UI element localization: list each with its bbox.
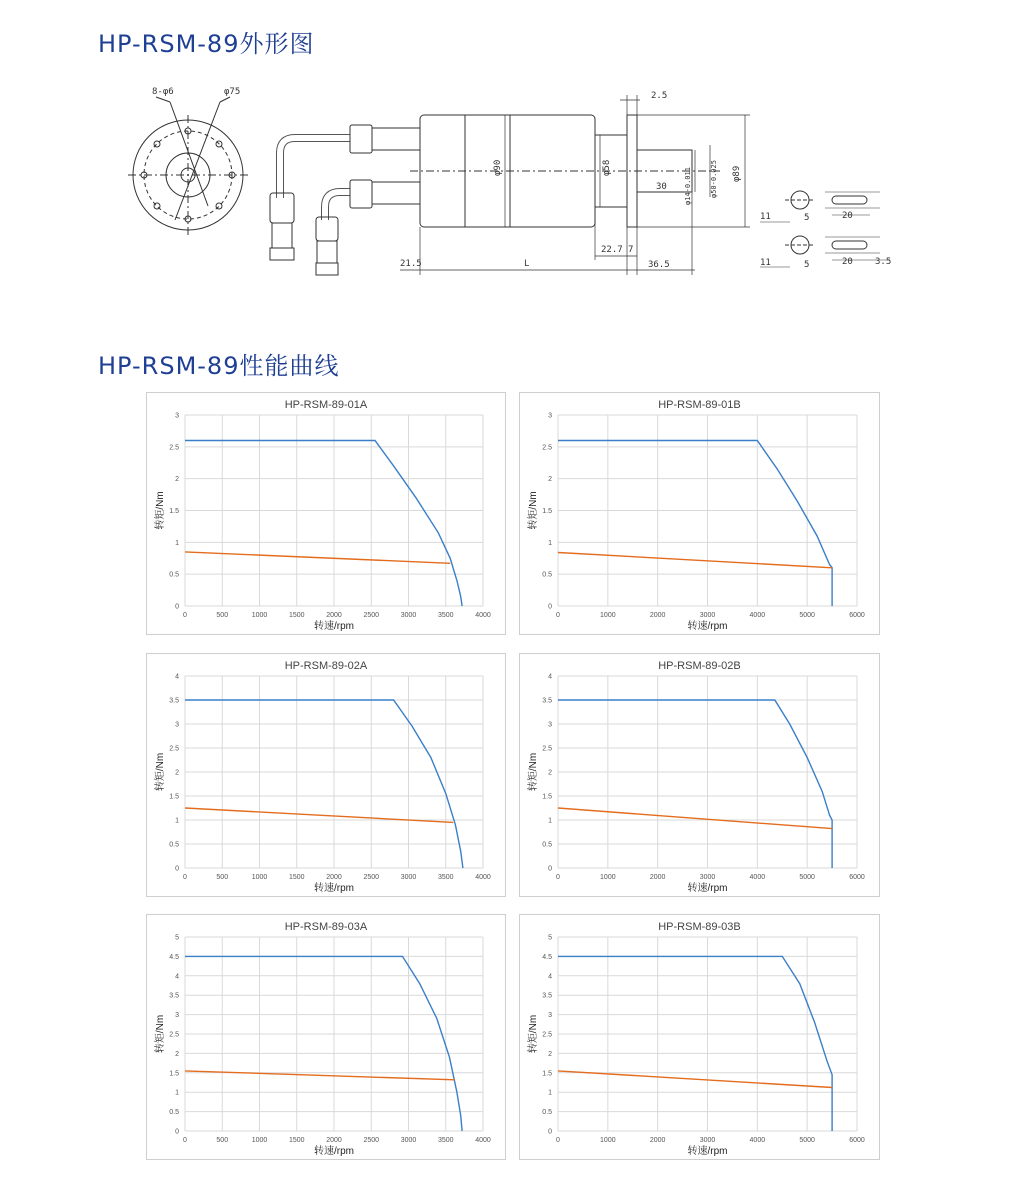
chart-02a [147, 654, 505, 896]
x-tick-label: 5000 [799, 1137, 815, 1144]
x-tick-label: 5000 [799, 874, 815, 881]
y-tick-label: 4 [548, 973, 552, 981]
x-axis-label: 转速/rpm [687, 621, 728, 632]
connector-head [270, 248, 294, 260]
key-dim-3-5: 3.5 [875, 257, 892, 267]
dim-flange-dia: φ89 [732, 165, 742, 182]
y-tick-label: 1.5 [169, 508, 179, 515]
y-tick-label: 4 [548, 673, 552, 681]
y-tick-label: 2 [548, 769, 552, 777]
y-tick-label: 5 [175, 934, 179, 942]
dim-30: 30 [656, 182, 667, 192]
x-tick-label: 0 [556, 874, 560, 881]
y-tick-label: 1.5 [542, 508, 552, 515]
y-tick-label: 3 [548, 1012, 552, 1020]
dim-pcd: φ75 [224, 87, 241, 97]
y-tick-label: 3 [175, 1012, 179, 1020]
rated-torque-line [558, 553, 832, 568]
y-tick-label: 2 [175, 769, 179, 777]
y-tick-label: 4 [175, 673, 179, 681]
keyway-details [760, 191, 890, 267]
y-tick-label: 4.5 [542, 953, 552, 961]
chart-title: HP-RSM-89-01A [284, 399, 368, 411]
y-tick-label: 2 [175, 476, 179, 484]
x-tick-label: 6000 [849, 612, 865, 619]
y-tick-label: 0.5 [169, 841, 179, 849]
x-axis-label: 转速/rpm [687, 883, 728, 894]
y-axis-label: 转矩/Nm [528, 752, 539, 792]
y-tick-label: 1.5 [542, 793, 552, 801]
dim-7: 7 [628, 245, 634, 255]
dim-pilot-dia: φ58 [602, 159, 612, 176]
x-tick-label: 3500 [437, 612, 454, 619]
x-tick-label: 1000 [251, 1137, 268, 1144]
y-tick-label: 1 [175, 1089, 179, 1097]
y-tick-label: 1 [175, 817, 179, 825]
y-tick-label: 1 [548, 817, 552, 825]
y-tick-label: 4 [175, 973, 179, 981]
x-tick-label: 2000 [326, 874, 342, 881]
x-tick-label: 0 [183, 612, 187, 619]
gland-body [372, 182, 420, 204]
x-tick-label: 3000 [400, 612, 417, 619]
y-tick-label: 1 [548, 1089, 552, 1097]
y-tick-label: 1.5 [169, 1070, 179, 1078]
leader-line [175, 102, 220, 220]
key-dim-11a: 11 [760, 212, 771, 222]
chart-02b [520, 654, 879, 896]
bolt-hole [154, 141, 160, 147]
connector-sleeve [272, 223, 292, 248]
key-dim-20a: 20 [842, 211, 853, 221]
x-tick-label: 2500 [363, 612, 380, 619]
y-tick-label: 2.5 [542, 745, 552, 753]
x-tick-label: 2000 [326, 1137, 342, 1144]
dim-shaft-dia1: φ14-0.011 [684, 167, 692, 205]
x-tick-label: 3000 [699, 874, 716, 881]
chart-title: HP-RSM-89-02A [284, 660, 368, 672]
y-tick-label: 3 [548, 721, 552, 729]
x-tick-label: 1000 [251, 874, 268, 881]
outline-drawing [120, 80, 900, 300]
x-tick-label: 6000 [849, 874, 865, 881]
x-tick-label: 2000 [649, 1137, 666, 1144]
chart-01b [520, 393, 879, 634]
connector-head [316, 263, 338, 275]
gland-body [372, 128, 420, 150]
y-tick-label: 3.5 [542, 992, 552, 1000]
x-tick-label: 2000 [649, 874, 666, 881]
x-tick-label: 3500 [437, 1137, 454, 1144]
y-axis-label: 转矩/Nm [155, 491, 166, 530]
chart-01a [147, 393, 505, 634]
y-axis-label: 转矩/Nm [528, 1014, 539, 1054]
key-dim-11b: 11 [760, 258, 771, 268]
cable-connectors [270, 125, 420, 275]
x-tick-label: 1000 [600, 1137, 616, 1144]
chart-title: HP-RSM-89-02B [658, 660, 741, 672]
dimension-lines [400, 95, 750, 275]
y-tick-label: 2.5 [169, 444, 179, 452]
chart-title: HP-RSM-89-03B [658, 921, 741, 933]
y-tick-label: 2.5 [542, 444, 552, 452]
y-tick-label: 1 [548, 539, 552, 547]
x-tick-label: 5000 [799, 612, 815, 619]
y-tick-label: 0.5 [542, 841, 552, 849]
y-tick-label: 3.5 [542, 697, 552, 705]
leader-line [220, 97, 230, 102]
chart-panel-01b [519, 392, 880, 635]
x-tick-label: 500 [216, 612, 229, 619]
chart-title: HP-RSM-89-03A [284, 921, 368, 933]
x-tick-label: 0 [183, 874, 187, 881]
rated-torque-line [185, 552, 450, 563]
y-tick-label: 3.5 [169, 697, 179, 705]
x-tick-label: 4000 [475, 874, 491, 881]
x-tick-label: 3500 [437, 874, 454, 881]
key-dim-5a: 5 [804, 213, 810, 223]
bolt-hole [216, 203, 222, 209]
key-dim-5b: 5 [804, 260, 810, 270]
y-tick-label: 3 [548, 412, 552, 420]
dim-holes: 8-φ6 [152, 87, 174, 97]
connector-body [316, 217, 338, 241]
y-tick-label: 0.5 [542, 571, 552, 579]
chart-03a [147, 915, 505, 1159]
x-tick-label: 1500 [288, 612, 305, 619]
dim-2-5: 2.5 [651, 91, 668, 101]
peak-torque-line [558, 956, 832, 1131]
x-tick-label: 4000 [749, 874, 766, 881]
x-tick-label: 4000 [749, 1137, 766, 1144]
y-tick-label: 2.5 [169, 1031, 179, 1039]
y-tick-label: 2.5 [169, 745, 179, 753]
x-tick-label: 4000 [475, 612, 491, 619]
x-tick-label: 6000 [849, 1137, 865, 1144]
y-tick-label: 1 [175, 539, 179, 547]
y-tick-label: 0.5 [169, 1109, 179, 1117]
x-axis-label: 转速/rpm [314, 883, 354, 894]
x-tick-label: 3000 [699, 612, 716, 619]
y-tick-label: 2 [548, 476, 552, 484]
leader-line [156, 97, 170, 102]
chart-panel-01a [146, 392, 506, 635]
y-tick-label: 0.5 [542, 1109, 552, 1117]
performance-heading: HP-RSM-89性能曲线 [98, 352, 340, 380]
y-tick-label: 3 [175, 721, 179, 729]
y-tick-label: 0 [175, 603, 179, 611]
chart-panel-02b [519, 653, 880, 897]
chart-title: HP-RSM-89-01B [658, 399, 741, 411]
chart-03b [520, 915, 879, 1159]
y-tick-label: 3.5 [169, 992, 179, 1000]
x-tick-label: 3000 [400, 874, 417, 881]
rated-torque-line [558, 1071, 832, 1088]
dim-L: L [524, 259, 530, 269]
y-tick-label: 5 [548, 934, 552, 942]
peak-torque-line [185, 700, 463, 868]
x-tick-label: 1500 [288, 1137, 305, 1144]
x-axis-label: 转速/rpm [314, 1146, 354, 1157]
x-tick-label: 4000 [475, 1137, 491, 1144]
outline-heading: HP-RSM-89外形图 [98, 30, 315, 58]
y-axis-label: 转矩/Nm [528, 491, 539, 530]
motor-side-view [410, 115, 720, 227]
y-tick-label: 0 [548, 603, 552, 611]
dim-21-5: 21.5 [400, 259, 422, 269]
dim-36-5: 36.5 [648, 260, 670, 270]
chart-panel-03b [519, 914, 880, 1160]
peak-torque-line [185, 441, 462, 607]
leader-line [170, 102, 208, 206]
y-tick-label: 3 [175, 412, 179, 420]
rated-torque-line [185, 1071, 455, 1080]
y-tick-label: 2.5 [542, 1031, 552, 1039]
y-axis-label: 转矩/Nm [155, 1014, 166, 1054]
x-tick-label: 0 [183, 1137, 187, 1144]
x-axis-label: 转速/rpm [687, 1146, 728, 1157]
chart-panel-02a [146, 653, 506, 897]
x-tick-label: 3000 [699, 1137, 716, 1144]
y-tick-label: 0 [548, 865, 552, 873]
cable-gland [350, 180, 372, 208]
y-tick-label: 1.5 [542, 1070, 552, 1078]
y-tick-label: 0 [548, 1128, 552, 1136]
x-tick-label: 1000 [600, 612, 616, 619]
x-tick-label: 1000 [251, 612, 268, 619]
y-axis-label: 转矩/Nm [155, 752, 166, 792]
key-dim-20b: 20 [842, 257, 853, 267]
x-tick-label: 1000 [600, 874, 616, 881]
y-tick-label: 2 [175, 1050, 179, 1058]
bolt-hole [154, 203, 160, 209]
x-axis-label: 转速/rpm [314, 621, 354, 632]
x-tick-label: 0 [556, 1137, 560, 1144]
dim-body-dia: φ90 [493, 159, 503, 176]
y-tick-label: 2 [548, 1050, 552, 1058]
x-tick-label: 3000 [400, 1137, 417, 1144]
dim-22-7: 22.7 [601, 245, 623, 255]
flange-front-view [128, 97, 248, 235]
peak-torque-line [185, 956, 462, 1131]
rated-torque-line [558, 808, 832, 829]
x-tick-label: 1500 [288, 874, 305, 881]
y-tick-label: 0.5 [169, 571, 179, 579]
peak-torque-line [558, 700, 832, 868]
x-tick-label: 2000 [326, 612, 342, 619]
y-tick-label: 1.5 [169, 793, 179, 801]
y-tick-label: 0 [175, 1128, 179, 1136]
x-tick-label: 500 [216, 1137, 229, 1144]
x-tick-label: 2500 [363, 874, 380, 881]
chart-panel-03a [146, 914, 506, 1160]
connector-sleeve [317, 241, 337, 263]
dim-shaft-dia2: φ50-0.025 [710, 160, 718, 198]
y-tick-label: 4.5 [169, 953, 179, 961]
x-tick-label: 2000 [649, 612, 666, 619]
x-tick-label: 500 [216, 874, 229, 881]
cable-gland [350, 125, 372, 153]
y-tick-label: 0 [175, 865, 179, 873]
x-tick-label: 4000 [749, 612, 766, 619]
x-tick-label: 2500 [363, 1137, 380, 1144]
peak-torque-line [558, 441, 832, 607]
x-tick-label: 0 [556, 612, 560, 619]
